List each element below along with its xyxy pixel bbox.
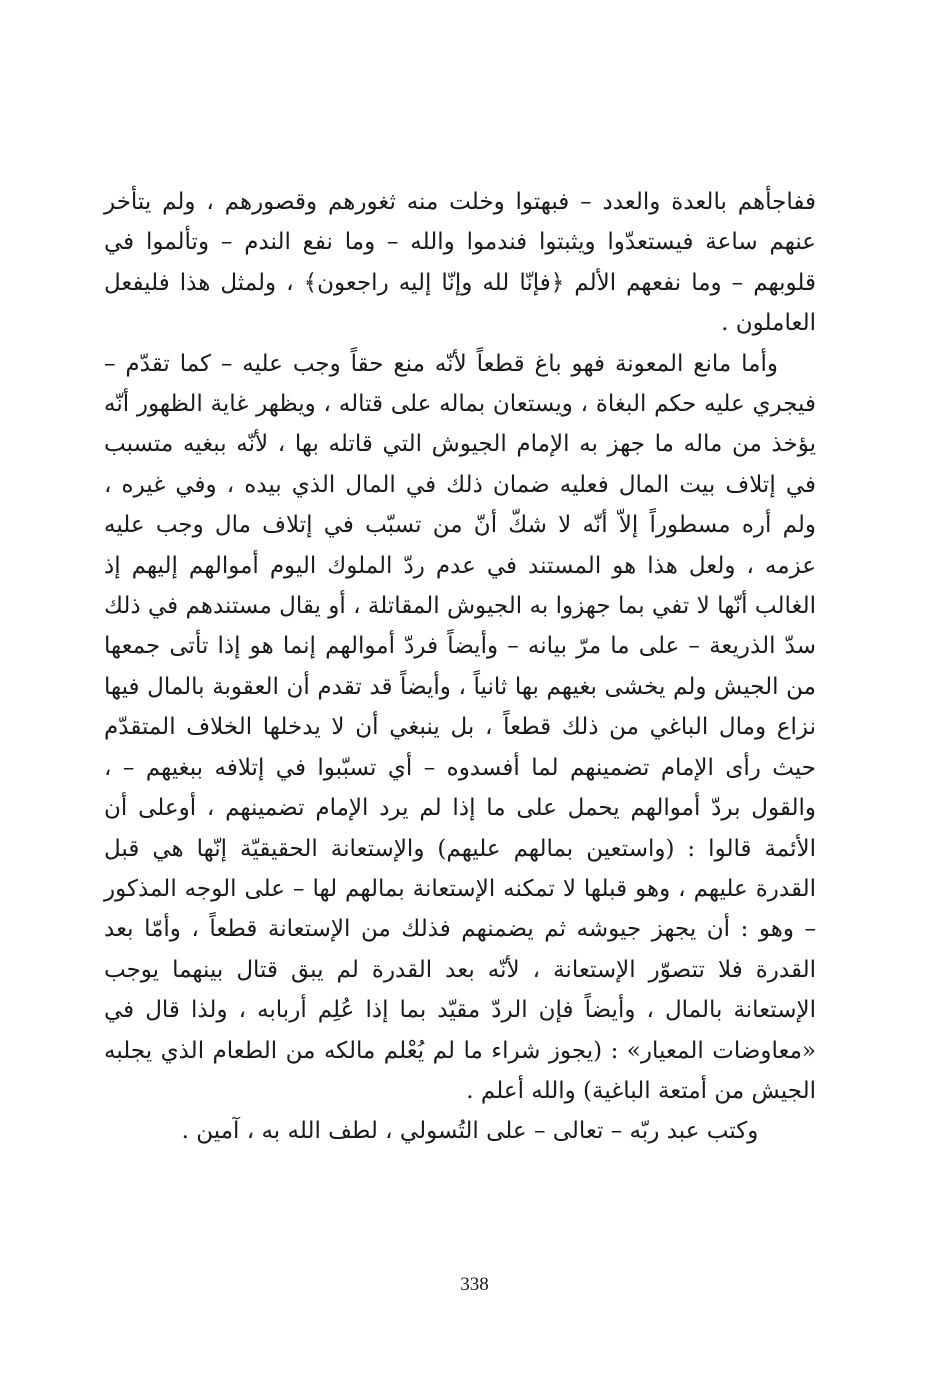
page-number: 338: [460, 1274, 489, 1295]
paragraph-1: ففاجأهم بالعدة والعدد – فبهتوا وخلت منه ثغورهم وقصورهم ، ولم يتأخر عنهم ساعة فيستعدّوا ويثبتوا فندموا والله – وما نفع الندم – وتألموا في قلوبهم – وما نفعهم الألم ﴿فإنّا لله وإنّا إليه راجعون﴾ ، ولمثل هذا فليفعل العاملون .: [104, 189, 816, 337]
closing-signature: وكتب عبد ربّه – تعالى – على التُسولي ، لطف الله به ، آمين .: [181, 1118, 759, 1145]
body-text: [104, 182, 816, 1152]
paragraph-2: وأما مانع المعونة فهو باغ قطعاً لأنّه منع حقاً وجب عليه – كما تقدّم – فيجري عليه حكم البغاة ، ويستعان بماله على قتاله ، ويظهر غاية الظهور أنّه يؤخذ من ماله ما جهز به الإمام الجيوش التي قاتله بها ، لأنّه ببغيه متسبب في إتلاف بيت المال فعليه ضمان ذلك في المال الذي بيده ، وفي غيره ، ولم أره مسطوراً إلاّ أنّه لا شكّ أنّ من تسبّب في إتلاف مال وجب عليه عزمه ، ولعل هذا هو المستند في عدم ردّ الملوك اليوم أموالهم إليهم إذ الغالب أنّها لا تفي بما جهزوا به الجيوش المقاتلة ، أو يقال مستندهم في ذلك سدّ الذريعة – على ما مرّ بيانه – وأيضاً فردّ أموالهم إنما هو إذا تأتى جمعها من الجيش ولم يخشى بغيهم بها ثانياً ، وأيضاً قد تقدم أن العقوبة بالمال فيها نزاع ومال الباغي من ذلك قطعاً ، بل ينبغي أن لا يدخلها الخلاف المتقدّم حيث رأى الإمام تضمينهم لما أفسدوه – أي تسبّبوا في إتلافه ببغيهم – ، والقول بردّ أموالهم يحمل على ما إذا لم يرد الإمام تضمينهم ، أوعلى أن الأئمة قالوا : (واستعين بمالهم عليهم) والإستعانة الحقيقيّة إنّها هي قبل القدرة عليهم ، وهو قبلها لا تمكنه الإستعانة بمالهم لها – على الوجه المذكور – وهو : أن يجهز جيوشه ثم يضمنهم فذلك من الإستعانة قطعاً ، وأمّا بعد القدرة فلا تتصوّر الإستعانة ، لأنّه بعد القدرة لم يبق قتال بينهما يوجب الإستعانة بالمال ، وأيضاً فإن الردّ مقيّد بما إذا عُلِم أربابه ، ولذا قال في «معاوضات المعيار» : (يجوز شراء ما لم يُعْلم مالكه من الطعام الذي يجلبه الجيش من أمتعة الباغية) والله أعلم .: [104, 350, 816, 1104]
